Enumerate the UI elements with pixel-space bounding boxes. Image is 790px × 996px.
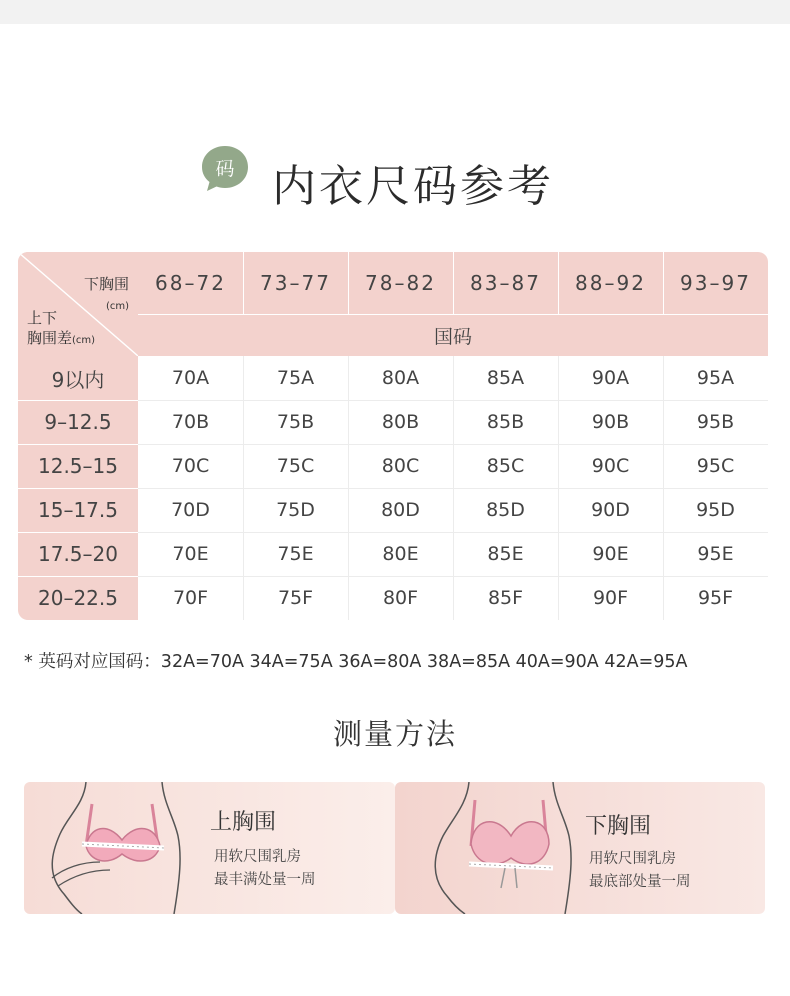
size-cell: 95D [696, 499, 735, 521]
under-bust-title: 下胸围 [585, 814, 652, 839]
size-cell: 75B [276, 411, 315, 433]
size-cell: 70E [172, 543, 209, 565]
size-cell: 70C [171, 455, 210, 477]
column-divider [348, 356, 349, 400]
header-divider [138, 314, 768, 315]
column-header: 78–82 [365, 271, 436, 295]
size-cell: 80A [381, 367, 420, 389]
column-divider [558, 576, 559, 620]
size-cell: 80E [382, 543, 419, 565]
column-header: 68–72 [155, 271, 226, 295]
size-cell: 90C [591, 455, 630, 477]
upper-bust-panel [24, 782, 395, 914]
under-bust-line1: 用软尺围乳房 [589, 851, 676, 867]
size-cell: 95F [697, 587, 734, 609]
size-cell: 85D [486, 499, 525, 521]
under-bust-panel [395, 782, 765, 914]
column-header: 73–77 [260, 271, 331, 295]
column-divider [558, 356, 559, 400]
size-cell: 80F [382, 587, 419, 609]
column-divider [558, 252, 559, 314]
column-header: 83–87 [470, 271, 541, 295]
column-divider [663, 532, 664, 576]
size-cell: 85C [486, 455, 525, 477]
corner-difference-label: 上下 胸围差(cm) [27, 309, 96, 347]
column-divider [558, 444, 559, 488]
column-divider [243, 532, 244, 576]
size-cell: 75A [276, 367, 315, 389]
size-cell: 90A [591, 367, 630, 389]
size-table [18, 252, 768, 620]
size-cell: 75D [276, 499, 315, 521]
column-divider [453, 576, 454, 620]
column-divider [663, 576, 664, 620]
row-label: 12.5–15 [38, 454, 118, 478]
size-cell: 80B [381, 411, 420, 433]
column-divider [243, 400, 244, 444]
row-label: 17.5–20 [38, 542, 118, 566]
size-cell: 85B [486, 411, 525, 433]
page-title: 内衣尺码参考 [272, 161, 554, 212]
column-divider [243, 576, 244, 620]
row-label: 15–17.5 [38, 498, 118, 522]
under-bust-illustration [413, 782, 593, 914]
size-cell: 90E [592, 543, 629, 565]
size-cell: 90B [591, 411, 630, 433]
column-divider [243, 444, 244, 488]
row-label: 9–12.5 [44, 410, 112, 434]
column-divider [348, 252, 349, 314]
column-divider [348, 444, 349, 488]
size-cell: 70D [171, 499, 210, 521]
top-bar [0, 0, 790, 24]
corner-underbust-label: 下胸围 (cm) [83, 275, 129, 312]
size-cell: 80D [381, 499, 420, 521]
size-cell: 70B [171, 411, 210, 433]
column-divider [558, 532, 559, 576]
upper-bust-title: 上胸围 [210, 810, 277, 835]
size-cell: 90D [591, 499, 630, 521]
size-cell: 95A [696, 367, 735, 389]
upper-bust-line2: 最丰满处量一周 [214, 872, 316, 888]
column-divider [348, 532, 349, 576]
column-divider [348, 400, 349, 444]
column-header: 88–92 [575, 271, 646, 295]
column-divider [663, 252, 664, 314]
size-cell: 80C [381, 455, 420, 477]
column-header: 93–97 [680, 271, 751, 295]
column-divider [663, 400, 664, 444]
column-divider [453, 356, 454, 400]
size-cell: 75F [277, 587, 314, 609]
column-divider [348, 576, 349, 620]
column-divider [243, 252, 244, 314]
under-bust-line2: 最底部处量一周 [589, 874, 691, 890]
table-corner [18, 252, 138, 356]
column-divider [243, 356, 244, 400]
size-cell: 70F [172, 587, 209, 609]
column-divider [453, 400, 454, 444]
size-cell: 95E [697, 543, 734, 565]
column-divider [663, 356, 664, 400]
upper-bust-illustration [24, 782, 194, 914]
column-divider [663, 444, 664, 488]
title-badge: 码 [215, 157, 235, 180]
size-cell: 90F [592, 587, 629, 609]
size-cell: 70A [171, 367, 210, 389]
column-divider [243, 488, 244, 532]
measure-title: 测量方法 [332, 717, 457, 751]
column-divider [453, 444, 454, 488]
column-divider [558, 488, 559, 532]
size-cell: 95C [696, 455, 735, 477]
table-subheader: 国码 [433, 325, 472, 348]
size-cell: 85A [486, 367, 525, 389]
row-label: 20–22.5 [38, 586, 118, 610]
size-cell: 85E [487, 543, 524, 565]
column-divider [558, 400, 559, 444]
upper-bust-line1: 用软尺围乳房 [214, 849, 301, 865]
column-divider [453, 252, 454, 314]
size-conversion-note: * 英码对应国码：32A=70A 34A=75A 36A=80A 38A=85A 40A=90A 42A=95A [24, 652, 688, 672]
size-cell: 75E [277, 543, 314, 565]
column-divider [453, 532, 454, 576]
size-cell: 95B [696, 411, 735, 433]
row-label: 9以内 [51, 367, 105, 392]
column-divider [663, 488, 664, 532]
size-cell: 85F [487, 587, 524, 609]
column-divider [453, 488, 454, 532]
size-cell: 75C [276, 455, 315, 477]
column-divider [348, 488, 349, 532]
